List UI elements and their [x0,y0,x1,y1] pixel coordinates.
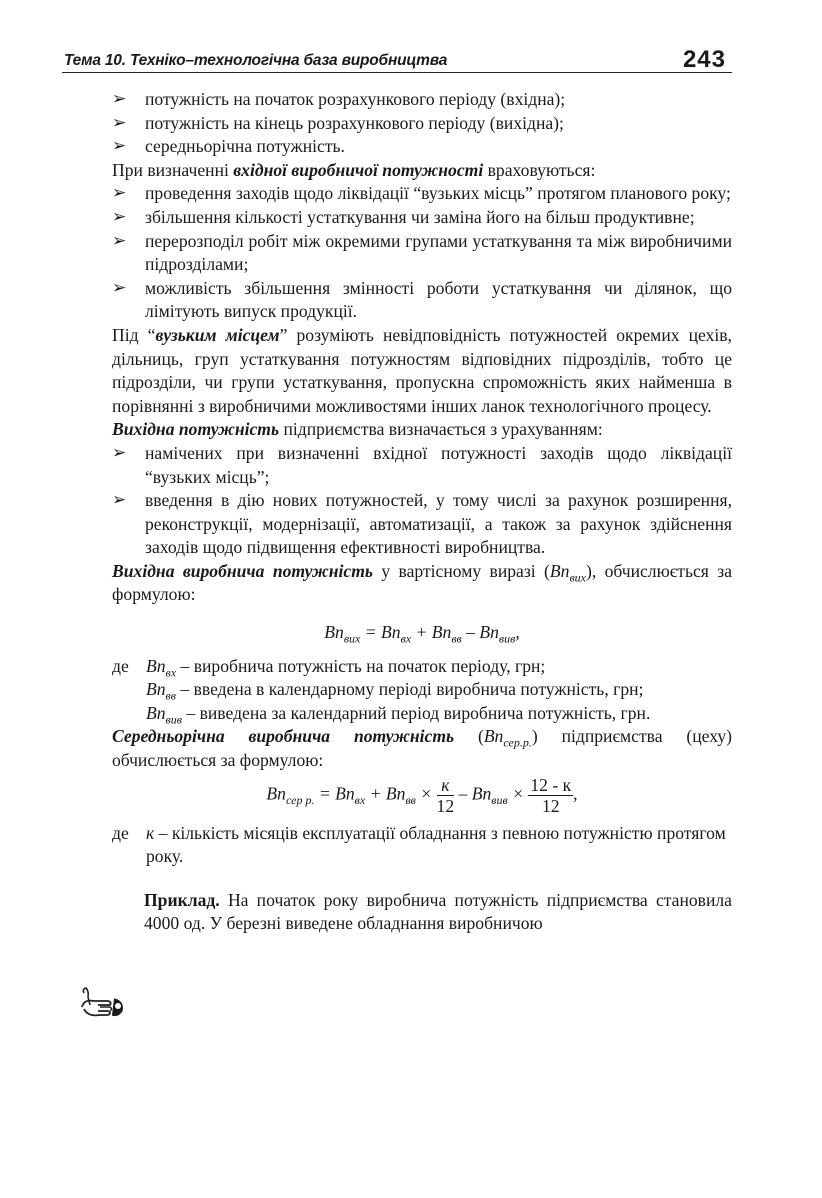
list-item: ➢ потужність на кінець розрахункового періоду (вихідна); [112,112,732,136]
arrowhead-bullet-icon: ➢ [112,112,127,133]
list-item: ➢ введення в дію нових потужностей, у тому числі за рахунок розширення, реконструкції, модернізації, автоматизації, а також за рахунок здійснення заходів щодо підвищення ефективності виробництва. [112,490,732,558]
list-item: ➢ можливість збільшення змінності роботи устаткування чи ділянок, що лімітують випуск продукції. [112,277,732,322]
list-item: ➢ намічених при визначенні вхідної потужності заходів щодо ліквідації “вузьких місць”; [112,442,732,487]
paragraph: При визначенні вхідної виробничої потужності враховуються: [112,159,596,180]
page-body [112,88,732,936]
list-item: ➢ середньорічна потужність. [112,135,732,159]
chapter-title: Тема 10. Техніко–технологічна база виробництва [64,52,448,69]
definition-line: де к – кількість місяців експлуатації обладнання з певною потужністю протягом року. [112,822,726,867]
fraction: $\frac{к}{12}$ [436,774,455,816]
definition-line: $Вп_{вв}$ – введена в календарному періоді виробнича потужність, грн; [146,679,644,703]
paragraph: Під “вузьким місцем” розуміють невідповідність потужностей окремих цехів, дільниць, груп устаткування потужностям відповідних підрозділів, тобто це підрозділи, чи групи устаткування, пропускна спроможність яких найменша в порівнянні з виробничими можливостями інших ланок технологічного процесу. [112,324,732,416]
arrowhead-bullet-icon: ➢ [112,442,127,463]
pointing-hand-icon [78,985,130,1023]
list-item: ➢ проведення заходів щодо ліквідації “вузьких місць” протягом планового року; [112,182,732,206]
fraction: $\frac{12 - к}{12}$ [530,774,572,816]
definition-line: де $Вп_{вх}$ – виробнича потужність на початок періоду, грн; [112,655,546,680]
header-rule [62,72,732,73]
paragraph: Вихідна виробнича потужність у вартісному виразі $(Вп_{вих})$, обчислюється за формулою: [112,560,733,605]
page-header [62,40,732,74]
arrowhead-bullet-icon: ➢ [112,230,127,251]
paragraph: Вихідна потужність підприємства визначається з урахуванням: [112,419,603,440]
arrowhead-bullet-icon: ➢ [112,277,127,298]
arrowhead-bullet-icon: ➢ [112,490,127,511]
list-item: ➢ потужність на початок розрахункового періоду (вхідна); [112,88,732,112]
list-item: ➢ збільшення кількості устаткування чи заміна його на більш продуктивне; [112,206,732,230]
arrowhead-bullet-icon: ➢ [112,183,127,204]
arrowhead-bullet-icon: ➢ [112,136,127,157]
paragraph: Середньорічна виробнича потужність $(Вп_{сер.р.})$ підприємства (цеху) обчислюється за формулою: [112,726,732,771]
page-number: 243 [682,46,726,73]
list-item: ➢ перерозподіл робіт між окремими групами устаткування та між виробничими підрозділами; [112,230,732,275]
arrowhead-bullet-icon: ➢ [112,206,127,227]
formula-average-capacity: $Вп_{сер р.} = Вп_{вх} + Вп_{вв}$ × $\frac{к}{12}$ – $Вп_{вив}$ × $\frac{12 - к}{12}$ , [266,774,578,816]
arrowhead-bullet-icon: ➢ [112,89,127,109]
formula-output-capacity: $Вп_{вих} = Вп_{вх} + Вп_{вв} - Вп_{вив}$, [324,622,520,646]
definition-line: $Вп_{вив}$ – виведена за календарний період виробнича потужність, грн. [146,702,651,727]
example-paragraph: Приклад. На початок року виробнича потужність підприємства становила 4000 од. У березні виведене обладнання виробничою [144,889,732,934]
